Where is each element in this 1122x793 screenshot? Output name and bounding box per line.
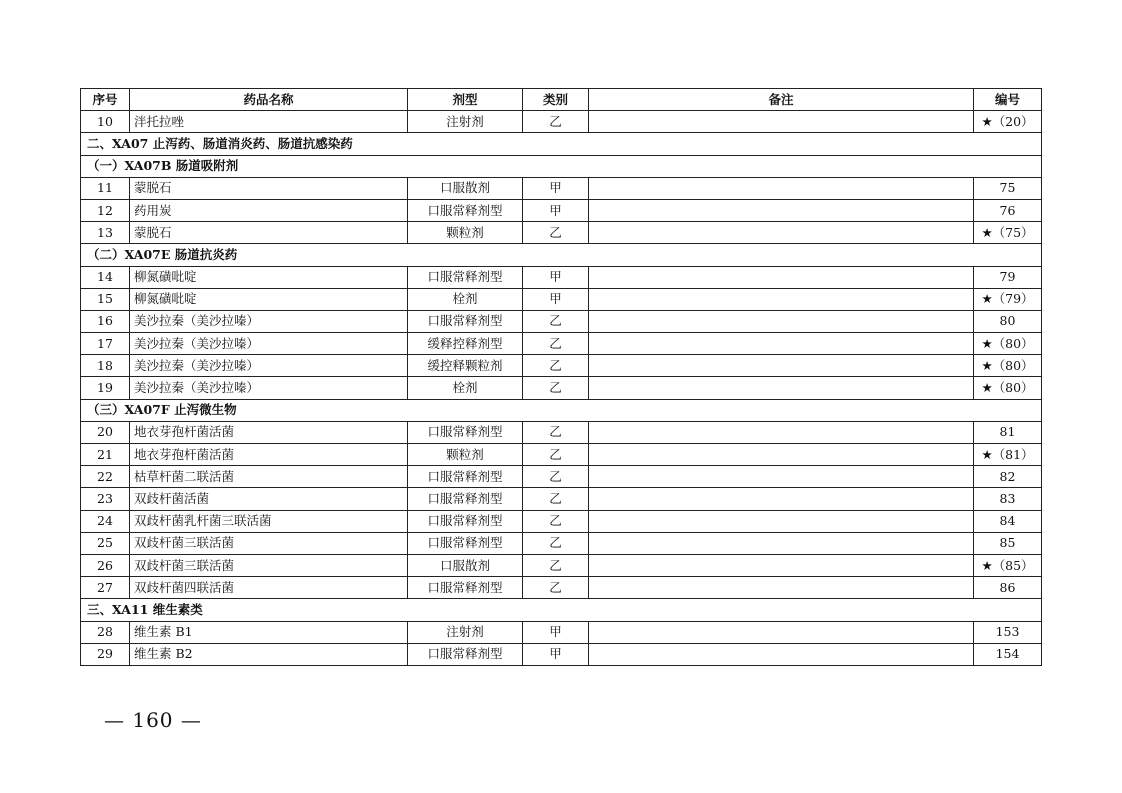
table-row — [81, 466, 1042, 488]
cell-drug-name: 蒙脱石 — [130, 222, 408, 244]
cell-category: 乙 — [523, 310, 589, 332]
cell-drug-name: 地衣芽孢杆菌活菌 — [130, 421, 408, 443]
page-number: — 160 — — [104, 708, 202, 732]
cell-category: 乙 — [523, 333, 589, 355]
cell-code: 80 — [974, 310, 1042, 332]
cell-remarks — [589, 510, 974, 532]
cell-code: 85 — [974, 532, 1042, 554]
cell-serial-number: 21 — [81, 444, 130, 466]
cell-category: 乙 — [523, 377, 589, 399]
cell-drug-name: 枯草杆菌二联活菌 — [130, 466, 408, 488]
table-row — [81, 111, 1042, 133]
cell-category: 乙 — [523, 222, 589, 244]
cell-remarks — [589, 288, 974, 310]
cell-remarks — [589, 577, 974, 599]
cell-code: ★（81） — [974, 444, 1042, 466]
section-title: 二、XA07 止泻药、肠道消炎药、肠道抗感染药 — [81, 133, 1042, 155]
header-remarks: 备注 — [589, 89, 974, 111]
header-category: 类别 — [523, 89, 589, 111]
cell-category: 甲 — [523, 199, 589, 221]
cell-remarks — [589, 177, 974, 199]
table-row — [81, 532, 1042, 554]
cell-remarks — [589, 466, 974, 488]
cell-dosage-form: 口服常释剂型 — [408, 310, 523, 332]
table-row — [81, 444, 1042, 466]
cell-dosage-form: 口服常释剂型 — [408, 510, 523, 532]
table-body — [81, 111, 1042, 666]
cell-dosage-form: 缓释控释剂型 — [408, 333, 523, 355]
cell-code: 75 — [974, 177, 1042, 199]
table-header-row — [81, 89, 1042, 111]
section-title: （一）XA07B 肠道吸附剂 — [81, 155, 1042, 177]
cell-category: 甲 — [523, 266, 589, 288]
table-row — [81, 577, 1042, 599]
cell-serial-number: 17 — [81, 333, 130, 355]
cell-remarks — [589, 111, 974, 133]
cell-dosage-form: 栓剂 — [408, 288, 523, 310]
cell-dosage-form: 口服常释剂型 — [408, 466, 523, 488]
cell-code: ★（75） — [974, 222, 1042, 244]
table-row — [81, 355, 1042, 377]
section-title: （三）XA07F 止泻微生物 — [81, 399, 1042, 421]
cell-code: ★（79） — [974, 288, 1042, 310]
table-row — [81, 554, 1042, 576]
table-row — [81, 488, 1042, 510]
header-dosage-form: 剂型 — [408, 89, 523, 111]
cell-remarks — [589, 532, 974, 554]
cell-dosage-form: 注射剂 — [408, 111, 523, 133]
cell-category: 乙 — [523, 466, 589, 488]
header-serial-number: 序号 — [81, 89, 130, 111]
cell-dosage-form: 栓剂 — [408, 377, 523, 399]
cell-drug-name: 美沙拉秦（美沙拉嗪） — [130, 355, 408, 377]
cell-drug-name: 美沙拉秦（美沙拉嗪） — [130, 377, 408, 399]
cell-code: ★（20） — [974, 111, 1042, 133]
cell-code: ★（80） — [974, 377, 1042, 399]
cell-remarks — [589, 310, 974, 332]
cell-remarks — [589, 444, 974, 466]
cell-serial-number: 13 — [81, 222, 130, 244]
cell-drug-name: 蒙脱石 — [130, 177, 408, 199]
cell-remarks — [589, 333, 974, 355]
section-header-row — [81, 244, 1042, 266]
table-row — [81, 288, 1042, 310]
cell-remarks — [589, 554, 974, 576]
cell-remarks — [589, 266, 974, 288]
cell-remarks — [589, 222, 974, 244]
cell-remarks — [589, 377, 974, 399]
cell-serial-number: 23 — [81, 488, 130, 510]
cell-serial-number: 20 — [81, 421, 130, 443]
cell-category: 乙 — [523, 355, 589, 377]
cell-category: 甲 — [523, 643, 589, 665]
cell-remarks — [589, 621, 974, 643]
cell-remarks — [589, 643, 974, 665]
cell-category: 乙 — [523, 510, 589, 532]
table-row — [81, 222, 1042, 244]
cell-dosage-form: 颗粒剂 — [408, 444, 523, 466]
table-row — [81, 421, 1042, 443]
cell-code: 79 — [974, 266, 1042, 288]
table-row — [81, 310, 1042, 332]
cell-category: 甲 — [523, 288, 589, 310]
cell-serial-number: 25 — [81, 532, 130, 554]
table-row — [81, 199, 1042, 221]
drug-list-table — [80, 88, 1042, 666]
cell-drug-name: 美沙拉秦（美沙拉嗪） — [130, 333, 408, 355]
cell-category: 乙 — [523, 421, 589, 443]
cell-serial-number: 12 — [81, 199, 130, 221]
cell-category: 乙 — [523, 532, 589, 554]
cell-code: 83 — [974, 488, 1042, 510]
table-row — [81, 643, 1042, 665]
cell-drug-name: 地衣芽孢杆菌活菌 — [130, 444, 408, 466]
header-code: 编号 — [974, 89, 1042, 111]
table-row — [81, 266, 1042, 288]
cell-dosage-form: 口服常释剂型 — [408, 532, 523, 554]
section-header-row — [81, 599, 1042, 621]
cell-dosage-form: 口服散剂 — [408, 177, 523, 199]
cell-serial-number: 22 — [81, 466, 130, 488]
section-header-row — [81, 155, 1042, 177]
cell-category: 甲 — [523, 621, 589, 643]
cell-dosage-form: 注射剂 — [408, 621, 523, 643]
cell-code: 82 — [974, 466, 1042, 488]
cell-dosage-form: 口服常释剂型 — [408, 577, 523, 599]
cell-remarks — [589, 355, 974, 377]
cell-code: 154 — [974, 643, 1042, 665]
cell-category: 乙 — [523, 554, 589, 576]
cell-code: 84 — [974, 510, 1042, 532]
cell-dosage-form: 颗粒剂 — [408, 222, 523, 244]
header-drug-name: 药品名称 — [130, 89, 408, 111]
cell-serial-number: 15 — [81, 288, 130, 310]
cell-dosage-form: 口服散剂 — [408, 554, 523, 576]
cell-category: 乙 — [523, 577, 589, 599]
cell-serial-number: 19 — [81, 377, 130, 399]
cell-drug-name: 双歧杆菌四联活菌 — [130, 577, 408, 599]
cell-dosage-form: 口服常释剂型 — [408, 488, 523, 510]
cell-serial-number: 18 — [81, 355, 130, 377]
table-row — [81, 177, 1042, 199]
cell-code: ★（80） — [974, 333, 1042, 355]
cell-serial-number: 14 — [81, 266, 130, 288]
section-title: 三、XA11 维生素类 — [81, 599, 1042, 621]
table-row — [81, 510, 1042, 532]
cell-drug-name: 双歧杆菌活菌 — [130, 488, 408, 510]
cell-drug-name: 双歧杆菌乳杆菌三联活菌 — [130, 510, 408, 532]
cell-serial-number: 10 — [81, 111, 130, 133]
cell-drug-name: 双歧杆菌三联活菌 — [130, 532, 408, 554]
cell-code: ★（85） — [974, 554, 1042, 576]
cell-code: 76 — [974, 199, 1042, 221]
cell-category: 乙 — [523, 444, 589, 466]
cell-dosage-form: 口服常释剂型 — [408, 266, 523, 288]
cell-serial-number: 27 — [81, 577, 130, 599]
cell-remarks — [589, 199, 974, 221]
cell-code: 153 — [974, 621, 1042, 643]
cell-serial-number: 16 — [81, 310, 130, 332]
section-header-row — [81, 133, 1042, 155]
cell-remarks — [589, 421, 974, 443]
cell-code: 86 — [974, 577, 1042, 599]
cell-code: ★（80） — [974, 355, 1042, 377]
cell-serial-number: 11 — [81, 177, 130, 199]
cell-serial-number: 26 — [81, 554, 130, 576]
cell-serial-number: 24 — [81, 510, 130, 532]
cell-serial-number: 28 — [81, 621, 130, 643]
cell-category: 乙 — [523, 111, 589, 133]
table-row — [81, 333, 1042, 355]
section-title: （二）XA07E 肠道抗炎药 — [81, 244, 1042, 266]
cell-drug-name: 维生素 B1 — [130, 621, 408, 643]
cell-drug-name: 柳氮磺吡啶 — [130, 288, 408, 310]
cell-drug-name: 柳氮磺吡啶 — [130, 266, 408, 288]
cell-category: 甲 — [523, 177, 589, 199]
cell-category: 乙 — [523, 488, 589, 510]
cell-drug-name: 美沙拉秦（美沙拉嗪） — [130, 310, 408, 332]
cell-drug-name: 药用炭 — [130, 199, 408, 221]
cell-drug-name: 双歧杆菌三联活菌 — [130, 554, 408, 576]
cell-dosage-form: 口服常释剂型 — [408, 199, 523, 221]
cell-serial-number: 29 — [81, 643, 130, 665]
cell-dosage-form: 缓控释颗粒剂 — [408, 355, 523, 377]
cell-drug-name: 泮托拉唑 — [130, 111, 408, 133]
cell-code: 81 — [974, 421, 1042, 443]
cell-dosage-form: 口服常释剂型 — [408, 421, 523, 443]
table-row — [81, 621, 1042, 643]
cell-remarks — [589, 488, 974, 510]
table-row — [81, 377, 1042, 399]
section-header-row — [81, 399, 1042, 421]
cell-dosage-form: 口服常释剂型 — [408, 643, 523, 665]
cell-drug-name: 维生素 B2 — [130, 643, 408, 665]
